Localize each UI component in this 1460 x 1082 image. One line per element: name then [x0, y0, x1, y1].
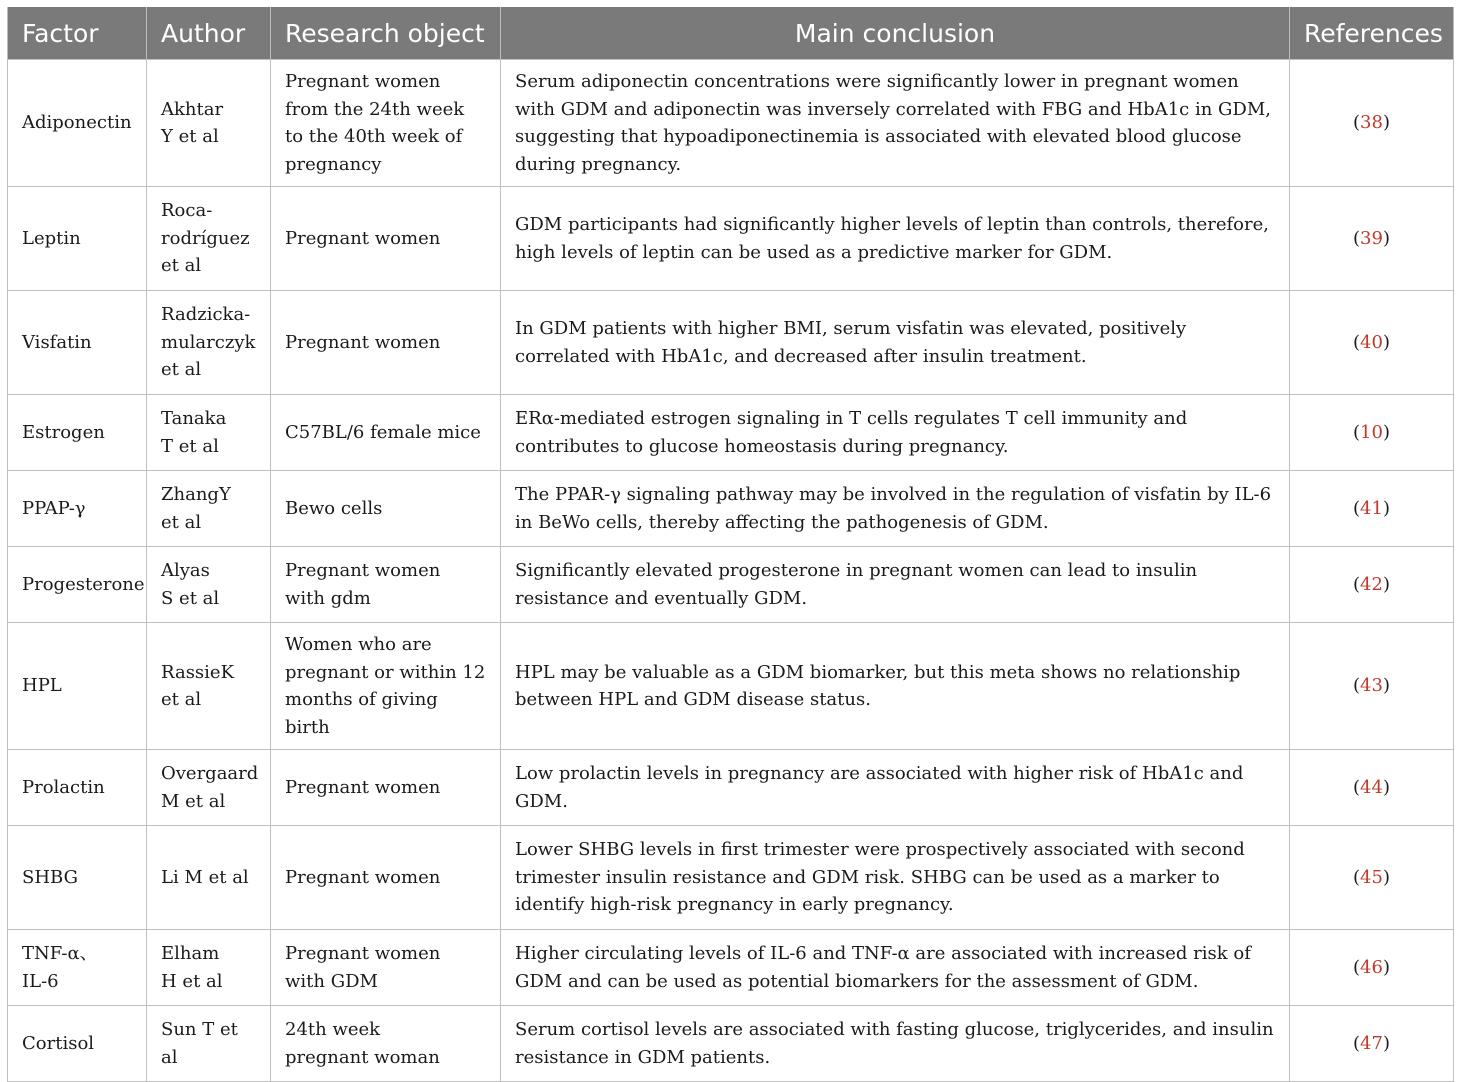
header-references: References	[1290, 7, 1454, 60]
cell-reference: (40)	[1290, 291, 1454, 395]
cell-main-conclusion: Serum adiponectin concentrations were significantly lower in pregnant women with GDM and adiponectin was inversely correlated with FBG and HbA1c in GDM, suggesting that hypoadiponectinemia is associated with elevated blood glucose during pregnancy.	[501, 60, 1290, 187]
cell-reference: (39)	[1290, 187, 1454, 291]
cell-factor: Estrogen	[8, 395, 147, 471]
cell-factor: Cortisol	[8, 1006, 147, 1082]
table-row	[8, 291, 1454, 395]
cell-author: Alyas S et al	[147, 547, 271, 623]
cell-main-conclusion: Higher circulating levels of IL-6 and TNF-α are associated with increased risk of GDM and can be used as potential biomarkers for the assessment of GDM.	[501, 930, 1290, 1006]
cell-author: Roca- rodríguez et al	[147, 187, 271, 291]
cell-author: Sun T et al	[147, 1006, 271, 1082]
header-row	[8, 7, 1454, 60]
table-row	[8, 750, 1454, 826]
cell-main-conclusion: Low prolactin levels in pregnancy are associated with higher risk of HbA1c and GDM.	[501, 750, 1290, 826]
cell-factor: Visfatin	[8, 291, 147, 395]
cell-author: Overgaard M et al	[147, 750, 271, 826]
cell-factor: Progesterone	[8, 547, 147, 623]
cell-research-object: Pregnant women with gdm	[271, 547, 501, 623]
cell-main-conclusion: ERα-mediated estrogen signaling in T cells regulates T cell immunity and contributes to glucose homeostasis during pregnancy.	[501, 395, 1290, 471]
table-row	[8, 1006, 1454, 1082]
table-row	[8, 395, 1454, 471]
cell-research-object: Pregnant women	[271, 291, 501, 395]
cell-author: Elham H et al	[147, 930, 271, 1006]
cell-main-conclusion: Serum cortisol levels are associated with fasting glucose, triglycerides, and insulin resistance in GDM patients.	[501, 1006, 1290, 1082]
table-row	[8, 60, 1454, 187]
cell-factor: Adiponectin	[8, 60, 147, 187]
cell-reference: (10)	[1290, 395, 1454, 471]
reference-link[interactable]: 38	[1360, 112, 1383, 134]
header-factor: Factor	[8, 7, 147, 60]
cell-reference: (38)	[1290, 60, 1454, 187]
cell-main-conclusion: Lower SHBG levels in first trimester were prospectively associated with second trimester insulin resistance and GDM risk. SHBG can be used as a marker to identify high-risk pregnancy in early pregnancy.	[501, 826, 1290, 930]
table-body	[8, 60, 1454, 1082]
cell-research-object: Pregnant women with GDM	[271, 930, 501, 1006]
table-row	[8, 623, 1454, 750]
table-row	[8, 547, 1454, 623]
cell-main-conclusion: The PPAR-γ signaling pathway may be involved in the regulation of visfatin by IL-6 in BeWo cells, thereby affecting the pathogenesis of GDM.	[501, 471, 1290, 547]
cell-research-object: Pregnant women	[271, 187, 501, 291]
header-author: Author	[147, 7, 271, 60]
cell-research-object: Pregnant women	[271, 826, 501, 930]
cell-factor: TNF-α、 IL-6	[8, 930, 147, 1006]
cell-reference: (43)	[1290, 623, 1454, 750]
cell-author: Tanaka T et al	[147, 395, 271, 471]
cell-factor: HPL	[8, 623, 147, 750]
reference-link[interactable]: 40	[1360, 331, 1383, 353]
cell-reference: (47)	[1290, 1006, 1454, 1082]
cell-author: RassieK et al	[147, 623, 271, 750]
cell-research-object: C57BL/6 female mice	[271, 395, 501, 471]
cell-author: Li M et al	[147, 826, 271, 930]
research-table	[7, 7, 1454, 1082]
reference-link[interactable]: 42	[1360, 573, 1383, 595]
table-row	[8, 187, 1454, 291]
cell-main-conclusion: Significantly elevated progesterone in pregnant women can lead to insulin resistance and eventually GDM.	[501, 547, 1290, 623]
cell-author: Akhtar Y et al	[147, 60, 271, 187]
cell-research-object: Pregnant women from the 24th week to the 40th week of pregnancy	[271, 60, 501, 187]
cell-author: Radzicka- mularczyk et al	[147, 291, 271, 395]
cell-research-object: Women who are pregnant or within 12 months of giving birth	[271, 623, 501, 750]
reference-link[interactable]: 39	[1360, 227, 1383, 249]
cell-reference: (46)	[1290, 930, 1454, 1006]
cell-factor: PPAP-γ	[8, 471, 147, 547]
reference-link[interactable]: 43	[1360, 675, 1383, 697]
cell-reference: (45)	[1290, 826, 1454, 930]
cell-research-object: Pregnant women	[271, 750, 501, 826]
cell-main-conclusion: GDM participants had significantly higher levels of leptin than controls, therefore, high levels of leptin can be used as a predictive marker for GDM.	[501, 187, 1290, 291]
header-main-conclusion: Main conclusion	[501, 7, 1290, 60]
table-row	[8, 930, 1454, 1006]
cell-research-object: 24th week pregnant woman	[271, 1006, 501, 1082]
cell-factor: Prolactin	[8, 750, 147, 826]
table-row	[8, 471, 1454, 547]
cell-main-conclusion: In GDM patients with higher BMI, serum visfatin was elevated, positively correlated with HbA1c, and decreased after insulin treatment.	[501, 291, 1290, 395]
cell-factor: Leptin	[8, 187, 147, 291]
cell-reference: (41)	[1290, 471, 1454, 547]
header-research-object: Research object	[271, 7, 501, 60]
reference-link[interactable]: 44	[1360, 776, 1383, 798]
reference-link[interactable]: 47	[1360, 1032, 1383, 1054]
cell-author: ZhangY et al	[147, 471, 271, 547]
cell-reference: (42)	[1290, 547, 1454, 623]
cell-main-conclusion: HPL may be valuable as a GDM biomarker, but this meta shows no relationship between HPL and GDM disease status.	[501, 623, 1290, 750]
reference-link[interactable]: 41	[1360, 497, 1383, 519]
cell-factor: SHBG	[8, 826, 147, 930]
cell-research-object: Bewo cells	[271, 471, 501, 547]
reference-link[interactable]: 46	[1360, 956, 1383, 978]
cell-reference: (44)	[1290, 750, 1454, 826]
table-header	[8, 7, 1454, 60]
reference-link[interactable]: 10	[1360, 421, 1383, 443]
reference-link[interactable]: 45	[1360, 866, 1383, 888]
table-row	[8, 826, 1454, 930]
